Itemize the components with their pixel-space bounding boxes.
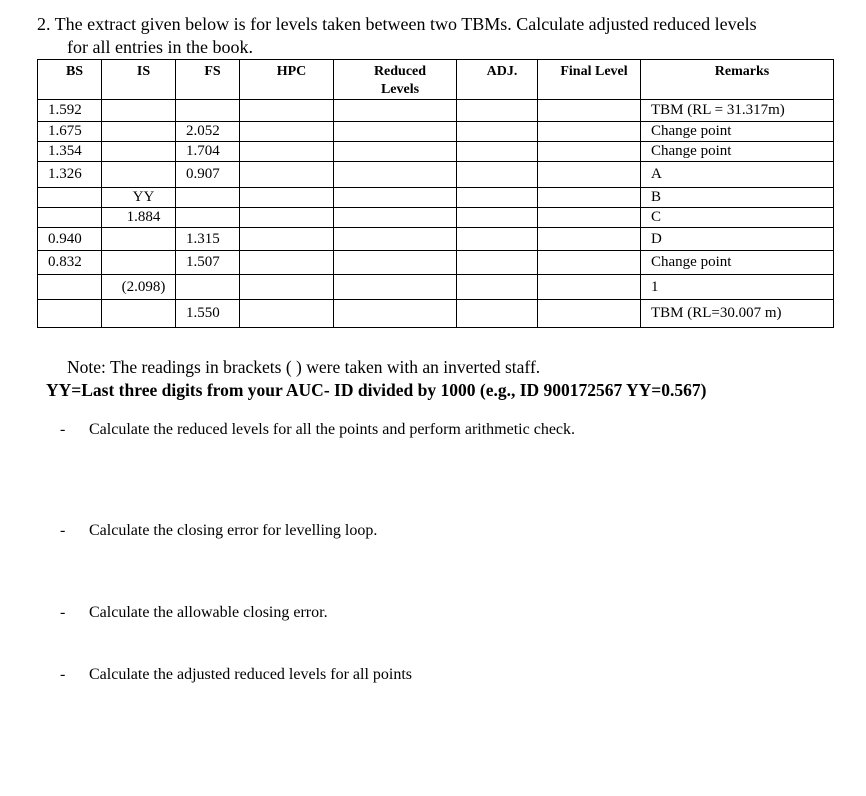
- cell-fs: [176, 275, 240, 300]
- cell-is: [102, 122, 176, 142]
- cell-hpc: [240, 162, 334, 188]
- task-bullet: -: [60, 666, 66, 683]
- cell-bs: [38, 300, 102, 328]
- cell-adj: [457, 228, 538, 251]
- cell-final-level: [538, 275, 641, 300]
- table-row: [38, 251, 834, 275]
- cell-bs: 1.354: [38, 142, 102, 162]
- cell-is: [102, 228, 176, 251]
- cell-bs: [38, 275, 102, 300]
- header-is: IS: [102, 60, 176, 100]
- cell-remarks: Change point: [641, 122, 834, 142]
- cell-adj: [457, 275, 538, 300]
- cell-final-level: [538, 162, 641, 188]
- cell-reduced-level: [334, 275, 457, 300]
- cell-reduced-level: [334, 122, 457, 142]
- cell-is: [102, 162, 176, 188]
- task-bullet: -: [60, 604, 66, 621]
- table-row: [38, 208, 834, 228]
- cell-reduced-level: [334, 208, 457, 228]
- inverted-staff-note: Note: The readings in brackets ( ) were taken with an inverted staff.: [67, 357, 541, 377]
- cell-reduced-level: [334, 100, 457, 122]
- cell-adj: [457, 122, 538, 142]
- cell-reduced-level: [334, 142, 457, 162]
- cell-fs: [176, 188, 240, 208]
- level-book-table: [37, 59, 834, 328]
- cell-is: [102, 142, 176, 162]
- cell-is: [102, 251, 176, 275]
- header-fs: FS: [176, 60, 240, 100]
- cell-fs: 0.907: [176, 162, 240, 188]
- cell-hpc: [240, 142, 334, 162]
- cell-bs: 1.675: [38, 122, 102, 142]
- cell-final-level: [538, 188, 641, 208]
- cell-hpc: [240, 122, 334, 142]
- cell-is: [102, 100, 176, 122]
- cell-adj: [457, 142, 538, 162]
- table-row: [38, 300, 834, 328]
- header-adj: ADJ.: [457, 60, 538, 100]
- task-item: [60, 604, 328, 622]
- cell-bs: 0.832: [38, 251, 102, 275]
- task-bullet: -: [60, 421, 66, 438]
- table-row: [38, 188, 834, 208]
- header-bs: BS: [38, 60, 102, 100]
- cell-adj: [457, 208, 538, 228]
- task-bullet: -: [60, 522, 66, 539]
- cell-adj: [457, 100, 538, 122]
- cell-remarks: A: [641, 162, 834, 188]
- cell-fs: 1.550: [176, 300, 240, 328]
- question-line-1: 2. The extract given below is for levels taken between two TBMs. Calculate adjusted reduced levels: [37, 14, 757, 34]
- cell-hpc: [240, 188, 334, 208]
- cell-hpc: [240, 251, 334, 275]
- cell-final-level: [538, 228, 641, 251]
- cell-remarks: C: [641, 208, 834, 228]
- cell-remarks: TBM (RL=30.007 m): [641, 300, 834, 328]
- cell-is: 1.884: [102, 208, 176, 228]
- cell-is: YY: [102, 188, 176, 208]
- table-row: [38, 162, 834, 188]
- cell-adj: [457, 300, 538, 328]
- cell-fs: [176, 100, 240, 122]
- cell-is: [102, 300, 176, 328]
- cell-hpc: [240, 300, 334, 328]
- cell-bs: 1.592: [38, 100, 102, 122]
- cell-final-level: [538, 208, 641, 228]
- table-row: [38, 100, 834, 122]
- table-header-row: [38, 60, 834, 100]
- cell-bs: [38, 208, 102, 228]
- yy-definition: YY=Last three digits from your AUC- ID divided by 1000 (e.g., ID 900172567 YY=0.567): [46, 380, 707, 400]
- cell-hpc: [240, 100, 334, 122]
- header-reduced-line2: Levels: [380, 82, 420, 97]
- cell-hpc: [240, 275, 334, 300]
- cell-hpc: [240, 208, 334, 228]
- cell-fs: 1.704: [176, 142, 240, 162]
- cell-fs: 1.507: [176, 251, 240, 275]
- cell-bs: 0.940: [38, 228, 102, 251]
- cell-remarks: Change point: [641, 142, 834, 162]
- table-row: [38, 122, 834, 142]
- cell-fs: 2.052: [176, 122, 240, 142]
- cell-fs: [176, 208, 240, 228]
- cell-hpc: [240, 228, 334, 251]
- cell-remarks: TBM (RL = 31.317m): [641, 100, 834, 122]
- cell-bs: 1.326: [38, 162, 102, 188]
- cell-remarks: D: [641, 228, 834, 251]
- cell-fs: 1.315: [176, 228, 240, 251]
- cell-adj: [457, 162, 538, 188]
- task-item: [60, 421, 575, 439]
- task-text: Calculate the reduced levels for all the points and perform arithmetic check.: [89, 421, 576, 438]
- cell-reduced-level: [334, 188, 457, 208]
- cell-bs: [38, 188, 102, 208]
- cell-reduced-level: [334, 300, 457, 328]
- cell-reduced-level: [334, 228, 457, 251]
- table-row: [38, 142, 834, 162]
- header-reduced-levels: [334, 60, 457, 100]
- cell-reduced-level: [334, 251, 457, 275]
- task-item: [60, 666, 412, 684]
- header-hpc: HPC: [240, 60, 334, 100]
- task-item: [60, 522, 377, 540]
- cell-final-level: [538, 142, 641, 162]
- cell-final-level: [538, 300, 641, 328]
- task-text: Calculate the closing error for levelling loop.: [89, 522, 378, 539]
- cell-remarks: B: [641, 188, 834, 208]
- cell-adj: [457, 188, 538, 208]
- cell-reduced-level: [334, 162, 457, 188]
- table-row: [38, 275, 834, 300]
- cell-is: (2.098): [102, 275, 176, 300]
- cell-remarks: 1: [641, 275, 834, 300]
- header-reduced-line1: Reduced: [373, 64, 427, 79]
- header-final-level: Final Level: [538, 60, 641, 100]
- cell-adj: [457, 251, 538, 275]
- cell-final-level: [538, 251, 641, 275]
- cell-final-level: [538, 122, 641, 142]
- table-row: [38, 228, 834, 251]
- question-line-2: for all entries in the book.: [67, 37, 253, 57]
- task-text: Calculate the allowable closing error.: [89, 604, 328, 621]
- cell-final-level: [538, 100, 641, 122]
- task-text: Calculate the adjusted reduced levels for all points: [89, 666, 412, 683]
- cell-remarks: Change point: [641, 251, 834, 275]
- header-remarks: Remarks: [641, 60, 834, 100]
